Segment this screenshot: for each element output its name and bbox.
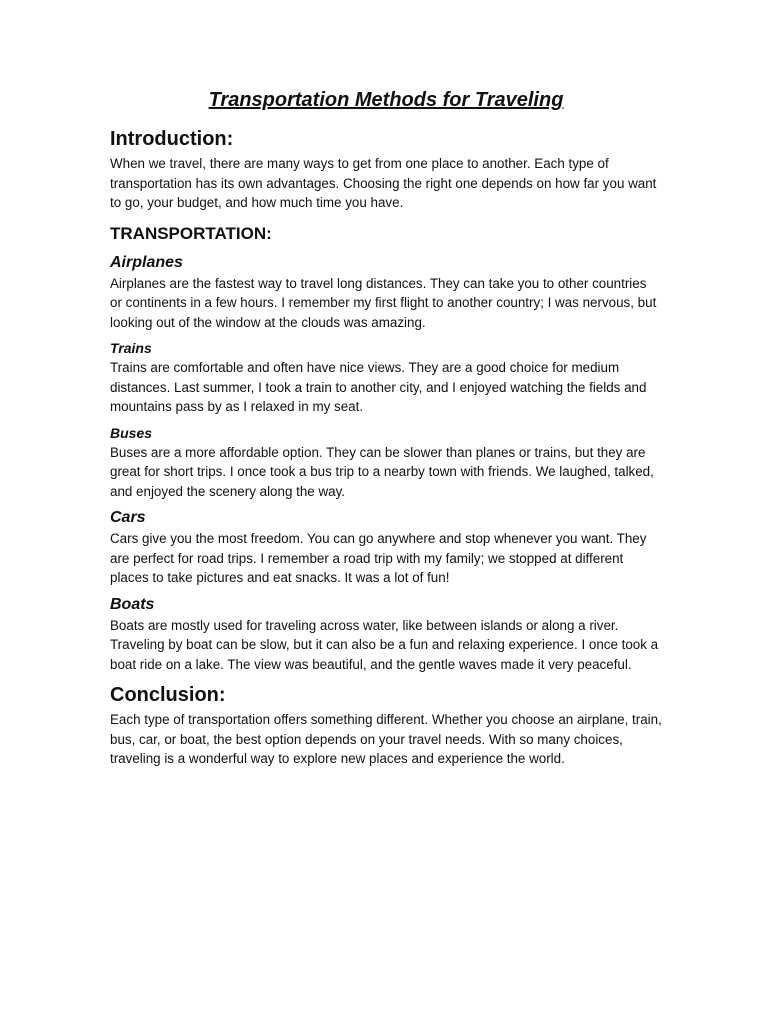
conclusion-heading: Conclusion: [110,684,226,706]
section-heading-airplanes: Airplanes [110,253,183,271]
introduction-paragraph: When we travel, there are many ways to get from one place to another. Each type of transportation has its own advantages. Choosing the right one depends on how far you want to go, your budget, and how much time you have. [110,156,657,210]
section-heading-buses: Buses [110,424,153,441]
section-paragraph-trains: Trains are comfortable and often have nice views. They are a good choice for medium distances. Last summer, I took a train to another city, and I enjoyed watching the fields and mountains pass by as I relaxed in my seat. [110,360,647,414]
section-paragraph-airplanes: Airplanes are the fastest way to travel long distances. They can take you to other countries or continents in a few hours. I remember my first flight to another country; I was nervous, but looking out of the window at the clouds was amazing. [110,275,657,330]
section-heading-trains: Trains [110,340,152,356]
document-page [110,86,662,776]
document-title: Transportation Methods for Traveling [208,89,564,111]
section-heading-boats: Boats [110,595,155,613]
section-heading-cars: Cars [110,509,146,526]
conclusion-paragraph: Each type of transportation offers something different. Whether you choose an airplane, train, bus, car, or boat, the best option depends on your travel needs. With so many choices, traveling is a wonderful way to explore new places and experience the world. [110,712,662,766]
introduction-heading: Introduction: [110,128,234,150]
section-paragraph-boats: Boats are mostly used for traveling across water, like between islands or along a river. Traveling by boat can be slow, but it can also be a fun and relaxing experience. I once took a boat ride on a lake. The view was beautiful, and the gentle waves made it very peaceful. [110,617,659,672]
transportation-heading: TRANSPORTATION: [110,223,272,243]
section-paragraph-buses: Buses are a more affordable option. They can be slower than planes or trains, but they are great for short trips. I once took a bus trip to a nearby town with friends. We laughed, talked, and enjoyed the scenery along the way. [110,444,654,499]
section-paragraph-cars: Cars give you the most freedom. You can go anywhere and stop whenever you want. They are perfect for road trips. I remember a road trip with my family; we stopped at different places to take pictures and eat snacks. It was a lot of fun! [110,531,647,585]
